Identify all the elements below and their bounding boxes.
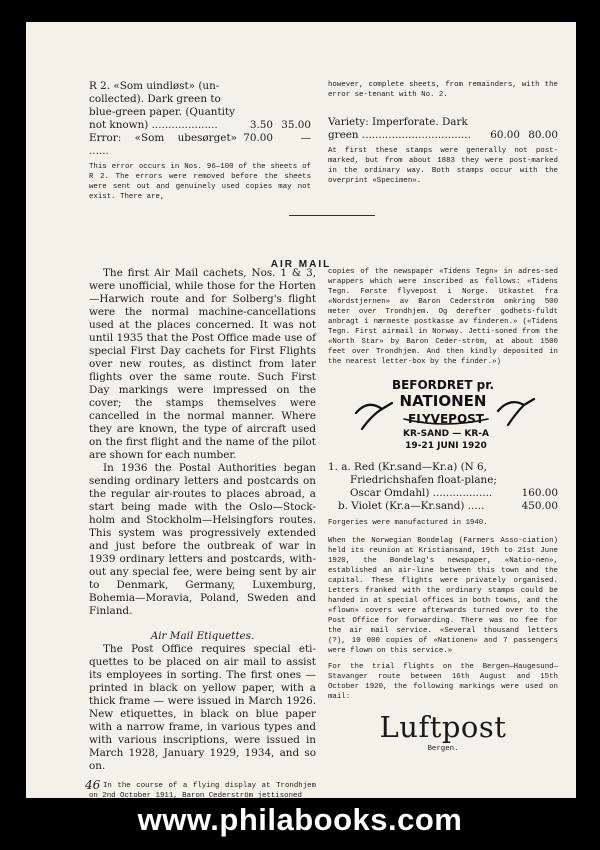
forgeries-note: Forgeries were manufactured in 1940.: [328, 519, 488, 527]
bondelag-note: When the Norwegian Bondelag (Farmers Asso-ciation) held its reunion at Kristiansand, 19th to 21st June 1920, the Bondelag's newspaper, «Natio-nen», established an air-line between this town and the capital. These flights were privately organised. Letters franked with the ordinary stamps could be handed in at special offices in both towns, and the «flown» covers were afterwards turned over to the Post Office for forwarding. There was no fee for the air mail service. «Several thousand letters (?), 10 000 copies of «Nationen» and 7 passengers were flown on this service.»: [328, 537, 558, 655]
bergen-note: For the trial flights on the Bergen—Haugesund—Stavanger route between 16th August and 15th October 1920, the following markings were used on mail:: [328, 663, 558, 701]
price-used: —: [300, 132, 311, 144]
price-used: 80.00: [528, 129, 558, 141]
price-row: [89, 132, 311, 158]
price-row: [328, 461, 558, 474]
tidens-tegn-note: copies of the newspaper «Tidens Tegn» in adres-sed wrappers which were inscribed as follows: «Tidens Tegn. Første flyvepost i Norge. Utkastet fra «Nordstjernen» av Baron Cederström omkring 500 meter over Trondhjem. Og derefter godhets-fuldt anbragt i nærmeste postkasse av finderen.» («Tidens Tegn. First airmail in Norway. Jetti-soned from the «North Star» by Baron Ceder-ström, at about 1500 feet over Trondhjem. And then kindly deposited in the nearest letter-box by the finder.»): [328, 268, 558, 366]
top-right-note-2: At first these stamps were generally not post-marked, but from about 1883 they were post-marked in the ordinary way. Both stamps occur with the overprint «Specimen».: [328, 147, 558, 185]
luftpost-marking: Luftpost: [379, 710, 507, 744]
price-row: [89, 93, 311, 106]
price-row-label: Error: «Som ubesørget» ......: [89, 132, 237, 157]
price-row-label: Friedrichshafen float-plane;: [350, 474, 497, 486]
price-row-label: 1. a. Red (Kr.sand—Kr.a) (N 6,: [328, 461, 487, 473]
price-row: [328, 474, 558, 487]
cachet-price-list: [328, 461, 558, 513]
left-small-note: In the course of a flying display at Trondhjem on 2nd October 1911, Baron Cederström jettisoned: [89, 782, 316, 798]
price-row: [89, 106, 311, 119]
price-row: [89, 80, 311, 93]
price-row-label: blue-green paper. (Quantity: [89, 106, 236, 118]
book-page: [26, 22, 576, 798]
price-row-label: Variety: Imperforate. Dark: [328, 116, 468, 128]
price-row-label: collected). Dark green to: [89, 93, 221, 105]
price-unused: 60.00: [490, 129, 520, 141]
top-right-note-1: however, complete sheets, from remainders, with the error se-tenant with No. 2.: [328, 81, 558, 99]
cachet-line-1: BEFORDRET pr.: [391, 378, 495, 392]
etiquettes-subheading: Air Mail Etiquettes.: [150, 630, 255, 642]
top-left-column: [89, 80, 311, 202]
bird-left-icon: [356, 403, 392, 429]
luftpost-caption: Bergen.: [427, 745, 459, 753]
price-value: 450.00: [521, 500, 558, 512]
right-column: [328, 267, 558, 754]
price-row: [328, 129, 558, 142]
top-left-note: This error occurs in Nos. 96—100 of the sheets of R 2. The errors were removed before the sheets were sent out and genuinely used copies may not exist. There are,: [89, 163, 311, 201]
bird-right-icon: [498, 399, 534, 425]
etiquettes-para: The Post Office requires special eti-quettes to be placed on air mail to assist its employees in sorting. The first ones — printed in black on yellow paper, with a thick frame — were issued in March 1926. New etiquettes, in black on blue paper with a narrow frame, in various types and with various inscriptions, were issued in March 1928, January 1929, 1934, and so on.: [89, 643, 316, 772]
cachet-line-5: 19-21 JUNI 1920: [405, 441, 487, 451]
top-left-entries: [89, 80, 311, 158]
left-column: [89, 267, 316, 798]
top-right-column: [328, 80, 558, 186]
cachet-line-4: KR-SAND — KR-A: [403, 429, 489, 439]
price-row-label: R 2. «Som uindløst» (un-: [89, 80, 220, 92]
price-unused: 3.50: [249, 119, 273, 131]
price-row: [89, 119, 311, 132]
price-value: 160.00: [521, 487, 558, 499]
price-row: [328, 500, 558, 513]
price-row: [328, 487, 558, 500]
air-mail-para-2: In 1936 the Postal Authorities began sending ordinary letters and postcards on the regular air-routes to places abroad, a start being made with the Oslo—Stock-holm and Stockholm—Helsingfors routes. This system was progressively extended and just before the outbreak of war in 1939 ordinary letters and postcards, with-out any special fee, were being sent by air to Denmark, Germany, Luxemburg, Bohemia—Moravia, Poland, Sweden and Finland.: [89, 462, 316, 617]
site-watermark: www.philabooks.com: [137, 802, 463, 837]
air-mail-para-1: The first Air Mail cachets, Nos. 1 & 3, were unofficial, while those for the Horten —Harwich route and for Solberg's flight were the normal machine-cancellations used at the places concerned. It was not until 1935 that the Post Office made use of special First Day cachets for First Flights over new routes, as distinct from later flights over the same route. Such First Day markings were impressed on the cover; the stamps themselves were cancelled in the normal manner. Where they are known, the type of aircraft used on the first flight and the name of the pilot are shown for each number.: [89, 267, 316, 461]
price-row-label: Oscar Omdahl) ..................: [350, 487, 493, 499]
cachet-line-3: FLYVEPOST: [408, 412, 484, 426]
section-divider: [289, 215, 375, 216]
price-row: [328, 116, 558, 129]
page-number: 46: [85, 778, 101, 792]
top-right-variety: [328, 116, 558, 142]
cachet-line-2: NATIONEN: [399, 392, 487, 410]
nationen-flyvepost-cachet: [348, 373, 538, 457]
section-heading: AIR MAIL: [270, 259, 332, 270]
price-unused: 70.00: [243, 132, 273, 144]
price-used: 35.00: [281, 119, 311, 131]
price-row-label: not known) ....................: [89, 119, 218, 131]
price-row-label: b. Violet (Kr.a—Kr.sand) .....: [338, 500, 485, 512]
price-row-label: green .................................: [328, 129, 471, 141]
